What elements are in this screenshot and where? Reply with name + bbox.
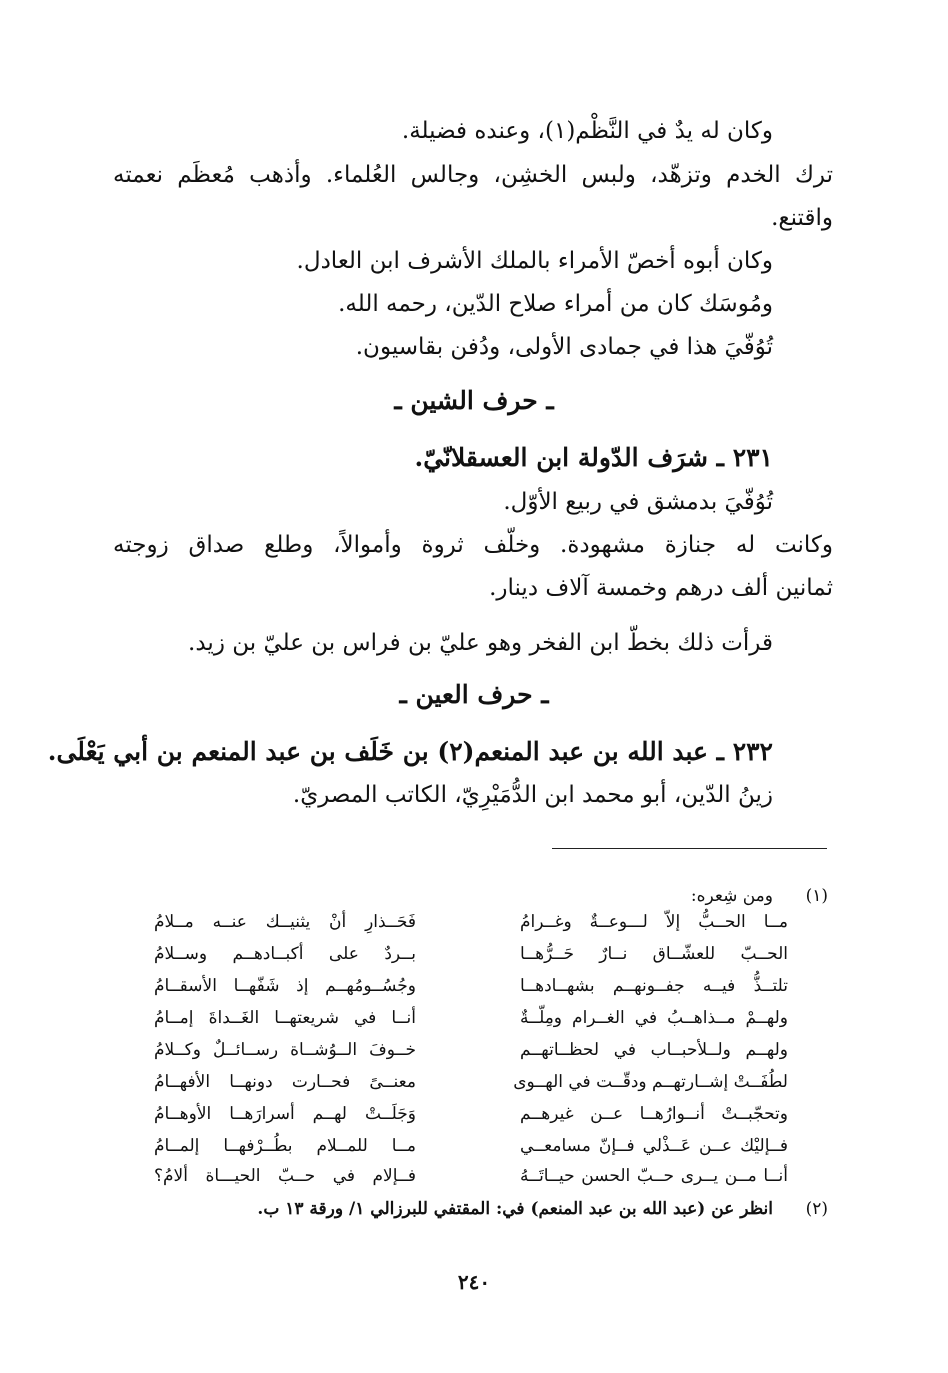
footnote-2-text: انظر عن (عبد الله بن عبد المنعم) في: المقتفي للبرزالي ١/ ورقة ١٣ ب.: [257, 1199, 773, 1219]
footnote-2-marker: (٢): [805, 1199, 828, 1219]
body-line: واقتنع.: [771, 205, 833, 231]
verse-first-half: تلتــذُّ فيــه جفــونهــم بشهــادهــا: [520, 976, 788, 996]
verse-second-half: مــا للمــلام بطُــرْفهــا إلمــامُ: [154, 1136, 416, 1156]
verse-first-half: لطُفَــتْ إشــارتهــم ودقّــت في الهــوى: [513, 1072, 788, 1092]
body-line: وكان أبوه أخصّ الأمراء بالملك الأشرف ابن العادل.: [296, 248, 773, 274]
footnote-separator: [552, 848, 827, 849]
body-line: ومُوسَك كان من أمراء صلاح الدّين، رحمه الله.: [338, 291, 773, 317]
body-line: قرأت ذلك بخطّ ابن الفخر وهو عليّ بن فراس بن عليّ بن زيد.: [188, 630, 773, 656]
verse-second-half: فَحَــذارِ أنْ يثنيــك عنــه مــلامُ: [154, 912, 416, 932]
body-line: تُوُفّيَ بدمشق في ربيع الأوّل.: [503, 489, 773, 515]
verse-first-half: مــا الحــبُّ إلاّ لـــوعــةٌ وغــرامُ: [520, 912, 788, 932]
verse-second-half: معنــىً فحــارت دونهــا الأفهــامُ: [154, 1072, 416, 1092]
footnote-1-marker: (١): [805, 886, 828, 906]
body-line: وكان له يدٌ في النَّظْم(١)، وعنده فضيلة.: [401, 118, 773, 144]
verse-second-half: وجُسُــومُهــم إذ شَفّهــا الأسقــامُ: [154, 976, 416, 996]
entry-heading-232: ٢٣٢ ـ عبد الله بن عبد المنعم(٢) بن خَلَف بن عبد المنعم بن أبي يَعْلَى.: [47, 737, 773, 766]
footnote-1-intro: ومن شِعره:: [690, 886, 773, 906]
verse-second-half: وَجَلَــتْ لهــم أسرارَهــا الأوهــامُ: [154, 1104, 416, 1124]
verse-first-half: فــإليْك عــن عَــذْلي فــإنّ مسامعــي: [520, 1136, 788, 1156]
body-line: تُوُفّيَ هذا في جمادى الأولى، ودُفن بقاسيون.: [355, 334, 773, 360]
section-heading-shin: ـ حرف الشين ـ: [394, 386, 554, 415]
body-line: ثمانين ألف درهم وخمسة آلاف دينار.: [489, 575, 833, 601]
section-heading-ain: ـ حرف العين ـ: [399, 680, 549, 709]
page-number: ٢٤٠: [457, 1270, 491, 1294]
verse-first-half: وتحجّبــتْ أنــوارُهــا عــن غيرهــم: [520, 1104, 788, 1124]
verse-second-half: أنــا في شريعتهــا الغَــداةَ إمــامُ: [154, 1008, 416, 1028]
body-line: ترك الخدم وتزهّد، ولبس الخشِن، وجالس العُلماء. وأذهب مُعظَم نعمته: [113, 162, 833, 188]
body-line: وكانت له جنازة مشهودة. وخلّف ثروة وأموالاً، وطلع صداق زوجته: [113, 532, 833, 558]
verse-second-half: خــوفَ الــوُشــاة رســائــلٌ وكــلامُ: [154, 1040, 416, 1060]
entry-heading-231: ٢٣١ ـ شرَف الدّولة ابن العسقلانّيّ.: [414, 443, 773, 472]
body-line: زينُ الدّين، أبو محمد ابن الدُّمَيْرِيّ، الكاتب المصريّ.: [292, 782, 773, 808]
verse-first-half: ولهــم ولــلأحبــاب في لحظــاتهــم: [520, 1040, 788, 1060]
verse-second-half: فــإلام في حــبّ الحيـــاة ألامُ؟: [154, 1166, 416, 1186]
verse-first-half: أنــا مــن يــرى حــبّ الحسن حيــاتَــهُ: [520, 1166, 788, 1186]
verse-first-half: ولهــمْ مــذاهــبُ في الغــرام ومِلّــةٌ: [520, 1008, 788, 1028]
verse-first-half: الحــبّ للعشّــاق نــارٌ حَــرُّهــا: [520, 944, 788, 964]
verse-second-half: بــردٌ على أكبــادهــم وســلامُ: [154, 944, 416, 964]
